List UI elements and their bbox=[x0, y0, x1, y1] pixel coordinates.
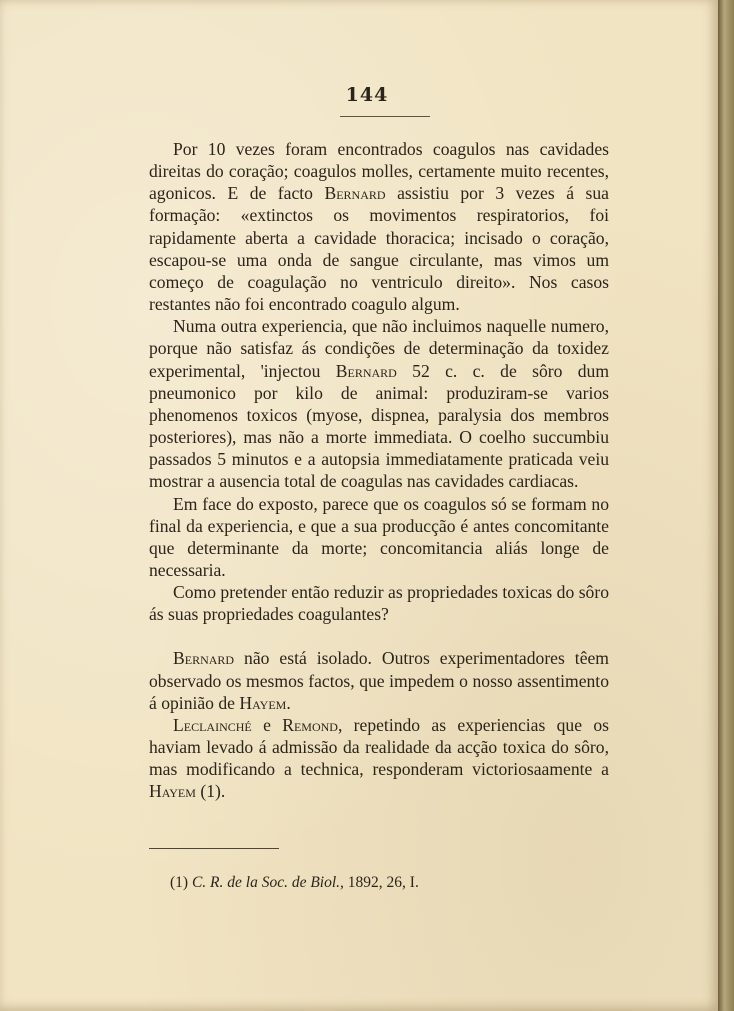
page-number: 144 bbox=[345, 84, 389, 106]
text-run: assistiu por 3 vezes á sua formação: «extinctos os movimentos respiratorios, foi rapidamente aberta a cavidade thoracica; incisado o coração, escapou-se uma onda de sangue circulante, mas vimos um começo de coagulação no ventriculo direito». Nos casos restantes não foi encontrado coagulo algum. bbox=[149, 183, 609, 315]
paragraph bbox=[149, 138, 609, 315]
footnote-source: C. R. de la Soc. de Biol., bbox=[191, 874, 344, 891]
footnote-marker: (1) bbox=[170, 874, 189, 891]
text-run: e bbox=[251, 714, 283, 735]
page-number-rule bbox=[340, 116, 430, 117]
footnote bbox=[170, 874, 590, 892]
paragraph bbox=[149, 493, 609, 582]
author-name: Remond bbox=[282, 714, 338, 735]
text-run: Por 10 vezes foram encontrados coagulos nas cavidades direitas do coração; coagulos molles, certamente muito recentes, agonicos. E de facto bbox=[149, 139, 609, 204]
text-run: 52 c. c. de sôro dum pneumonico por kilo de animal: produziram-se varios phenomenos toxicos (myose, dispnea, paralysia dos membros posteriores), mas não a morte immediata. O coelho succumbiu passados 5 minutos e a autopsia immediatamente praticada veiu mostrar a ausencia total de coagulas nas cavidades cardiacas. bbox=[149, 360, 610, 492]
paragraph bbox=[149, 315, 609, 492]
author-name: Bernard bbox=[335, 360, 397, 381]
text-run: Como pretender então reduzir as propriedades toxicas do sôro ás suas propriedades coagulantes? bbox=[149, 582, 609, 625]
body-text bbox=[149, 138, 609, 803]
author-name: Bernard bbox=[173, 648, 235, 669]
footnote-rule bbox=[149, 848, 279, 849]
author-name: Bernard bbox=[324, 183, 386, 204]
page-edge-shadow bbox=[718, 0, 734, 1011]
text-run: , repetindo as experiencias que os haviam levado á admissão da realidade da acção toxica do sôro, mas modificando a technica, responderam victoriosaamente a bbox=[149, 714, 609, 780]
text-run: (1). bbox=[195, 781, 226, 802]
text-run: Em face do exposto, parece que os coagulos só se formam no final da experiencia, e que a sua producção é antes concomitante que determinante da morte; concomitancia aliás longe de necessaria. bbox=[149, 493, 609, 580]
author-name: Leclainché bbox=[173, 714, 252, 735]
author-name: Hayem bbox=[239, 692, 287, 713]
author-name: Hayem bbox=[149, 781, 196, 802]
text-run: Numa outra experiencia, que não incluimos naquelle numero, porque não satisfaz ás condições de determinação da toxidez experimental, 'injectou bbox=[149, 316, 609, 381]
paragraph bbox=[149, 647, 609, 713]
footnote-details: 1892, 26, I. bbox=[343, 874, 419, 891]
paragraph bbox=[149, 714, 609, 803]
text-run: . bbox=[286, 692, 291, 713]
paragraph bbox=[149, 581, 609, 625]
text-run: não está isolado. Outros experimentadores têem observado os mesmos factos, que impedem o nosso assentimento á opinião de bbox=[149, 648, 609, 713]
